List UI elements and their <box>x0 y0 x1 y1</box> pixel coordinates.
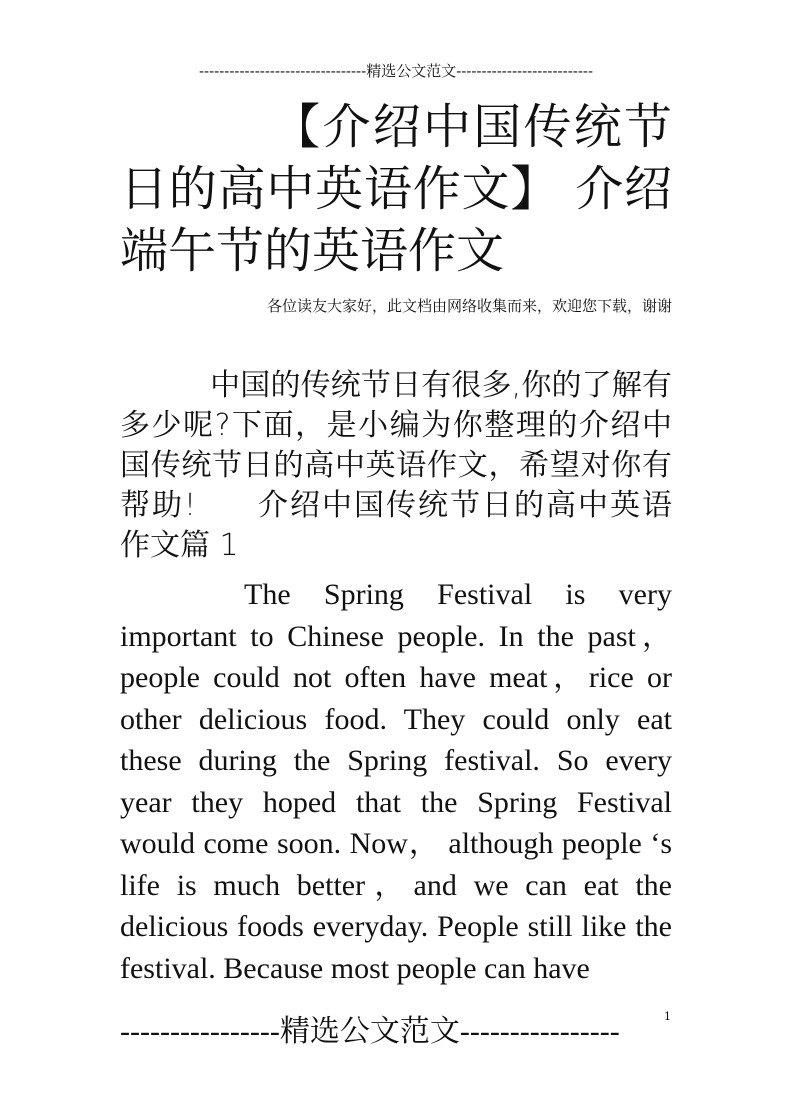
page-number: 1 <box>664 1010 671 1023</box>
essay-body <box>120 574 672 989</box>
document-title <box>120 96 672 282</box>
page-footer: ----------------精选公文范文---------------- <box>120 1015 620 1048</box>
intro-paragraph <box>120 366 672 566</box>
document-subtitle: 各位读友大家好，此文档由网络收集而来，欢迎您下载，谢谢 <box>266 297 672 315</box>
document-title-text: 【介绍中国传统节日的高中英语作文】 介绍端午节的英语作文 <box>120 99 672 279</box>
page-header: ---------------------------------精选公文范文--------------------------- <box>198 62 594 80</box>
essay-body-text: The Spring Festival is very important to Chinese people. In the past，people could not often have meat，rice or other delicious food. They could only eat these during the Spring festival. So every year they hoped that the Spring Festival would come soon. Now， although people ‘s life is much better，and we can eat the delicious foods everyday. People still like the festival. Because most people can have <box>120 578 672 985</box>
intro-text: 中国的传统节日有很多,你的了解有多少呢?下面，是小编为你整理的介绍中国传统节日的高中英语作文，希望对你有帮助! <box>120 368 672 523</box>
essay-heading: 介绍中国传统节日的高中英语作文篇 1 <box>120 488 673 563</box>
